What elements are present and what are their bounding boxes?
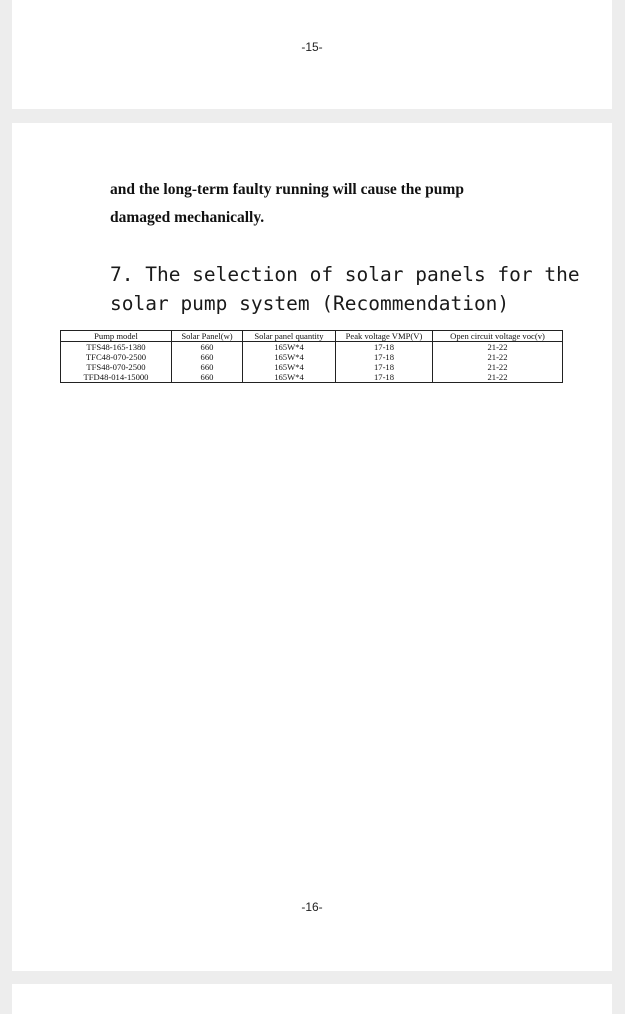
solar-panel-selection-table xyxy=(60,330,563,383)
cell-peak-voltage: 17-18 xyxy=(336,362,433,372)
cell-pump-model: TFC48-070-2500 xyxy=(61,352,172,362)
column-header-pump-model: Pump model xyxy=(61,331,172,342)
page-number: -16- xyxy=(301,900,323,914)
table-row xyxy=(61,372,563,383)
next-page xyxy=(12,984,612,1014)
cell-solar-panel-quantity: 165W*4 xyxy=(243,352,336,362)
column-header-solar-panel-quantity: Solar panel quantity xyxy=(243,331,336,342)
cell-open-circuit-voltage: 21-22 xyxy=(433,342,563,353)
current-page xyxy=(12,123,612,971)
cell-solar-panel-watts: 660 xyxy=(172,342,243,353)
cell-open-circuit-voltage: 21-22 xyxy=(433,352,563,362)
section-heading-line-2: solar pump system (Recommendation) xyxy=(110,292,510,315)
section-heading-line-1: 7. The selection of solar panels for the xyxy=(110,263,580,286)
column-header-solar-panel-watts: Solar Panel(w) xyxy=(172,331,243,342)
cell-pump-model: TFS48-165-1380 xyxy=(61,342,172,353)
table-row xyxy=(61,342,563,353)
cell-solar-panel-quantity: 165W*4 xyxy=(243,342,336,353)
cell-peak-voltage: 17-18 xyxy=(336,372,433,383)
cell-pump-model: TFD48-014-15000 xyxy=(61,372,172,383)
cell-solar-panel-watts: 660 xyxy=(172,362,243,372)
cell-peak-voltage: 17-18 xyxy=(336,342,433,353)
column-header-peak-voltage: Peak voltage VMP(V) xyxy=(336,331,433,342)
paragraph-line-2: damaged mechanically. xyxy=(110,209,265,226)
cell-solar-panel-quantity: 165W*4 xyxy=(243,372,336,383)
cell-solar-panel-watts: 660 xyxy=(172,372,243,383)
previous-page xyxy=(12,0,612,109)
paragraph-line-1: and the long-term faulty running will cause the pump xyxy=(110,181,464,198)
cell-solar-panel-watts: 660 xyxy=(172,352,243,362)
cell-pump-model: TFS48-070-2500 xyxy=(61,362,172,372)
cell-solar-panel-quantity: 165W*4 xyxy=(243,362,336,372)
table-row xyxy=(61,352,563,362)
cell-open-circuit-voltage: 21-22 xyxy=(433,362,563,372)
page-number: -15- xyxy=(301,40,323,54)
table-row xyxy=(61,362,563,372)
cell-open-circuit-voltage: 21-22 xyxy=(433,372,563,383)
column-header-open-circuit-voltage: Open circuit voltage voc(v) xyxy=(433,331,563,342)
cell-peak-voltage: 17-18 xyxy=(336,352,433,362)
table-header-row xyxy=(61,331,563,342)
